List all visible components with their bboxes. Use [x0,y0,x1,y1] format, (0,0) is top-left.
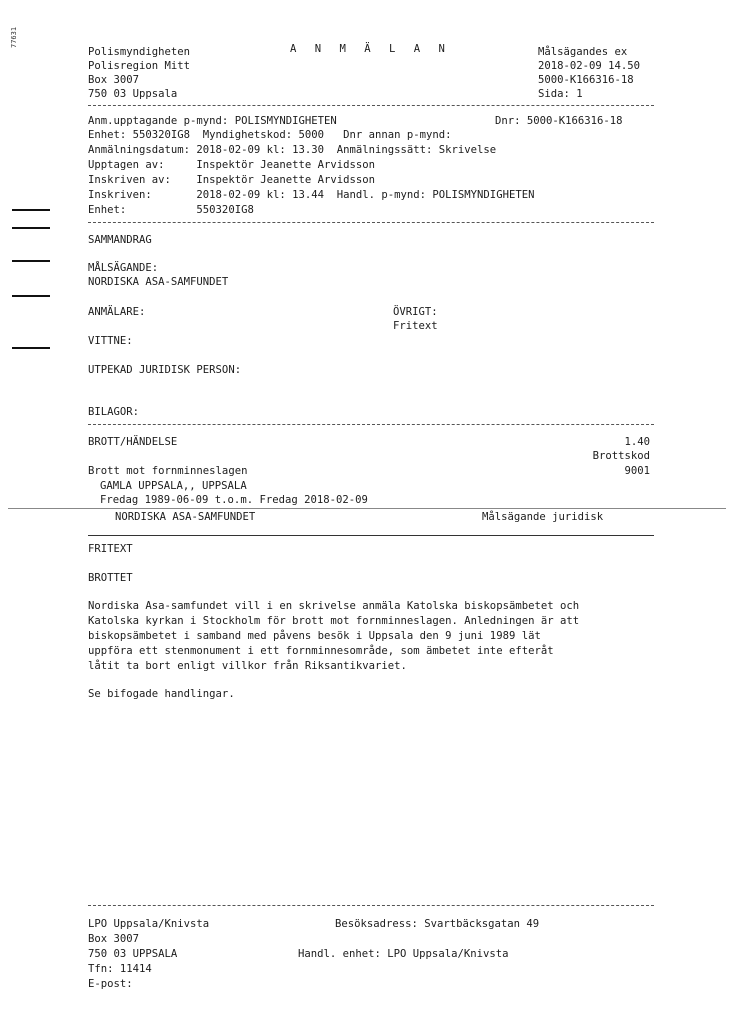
freetext-closing: Se bifogade handlingar. [88,688,235,700]
footer-unit: LPO Uppsala/Knivsta [88,918,210,930]
entered-by-line: Inskriven av: Inspektör Jeanette Arvidsson [88,174,376,186]
footer-handling-unit: Handl. enhet: LPO Uppsala/Knivsta [298,948,509,960]
crime-code-label: Brottskod [592,450,650,462]
crime-location: GAMLA UPPSALA,, UPPSALA [100,480,247,492]
freetext-line: Katolska kyrkan i Stockholm för brott mot fornminneslagen. Anledningen är att [88,615,580,627]
entry-unit-line: Enhet: 550320IG8 [88,204,254,216]
document-title: A N M Ä L A N [290,43,451,55]
freetext-line: Nordiska Asa-samfundet vill i en skrivelse anmäla Katolska biskopsämbetet och [88,600,580,612]
other-value: Fritext [393,320,438,332]
authority-name: Polismyndigheten [88,46,191,58]
divider [88,905,654,906]
archive-stamp: 77631 [10,26,18,48]
legal-person-label: UTPEKAD JURIDISK PERSON: [88,364,242,376]
divider [88,222,654,223]
freetext-line: uppföra ett stenmonument i ett fornminnesområde, som ämbetet inte efteråt [88,645,554,657]
crime-period: Fredag 1989-06-09 t.o.m. Fredag 2018-02-09 [100,494,368,506]
freetext-line: låtit ta bort enligt villkor från Riksantikvariet. [88,660,407,672]
copy-type: Målsägandes ex [538,46,628,58]
crime-party: NORDISKA ASA-SAMFUNDET [115,511,256,523]
binder-mark [12,209,50,211]
crime-description: Brott mot fornminneslagen [88,465,248,477]
footer-postal: 750 03 UPPSALA [88,948,178,960]
binder-mark [12,347,50,349]
authority-postal: 750 03 Uppsala [88,88,178,100]
authority-box: Box 3007 [88,74,140,86]
divider [88,535,654,536]
taken-by-line: Upptagen av: Inspektör Jeanette Arvidsson [88,159,376,171]
plaintiff-label: MÅLSÄGANDE: [88,262,159,274]
binder-mark [12,227,50,229]
registering-authority: Anm.upptagande p-mynd: POLISMYNDIGHETEN [88,115,337,127]
case-number: 5000-K166316-18 [538,74,634,86]
unit-line: Enhet: 550320IG8 Myndighetskod: 5000 Dnr annan p-mynd: [88,129,452,141]
freetext-subheading: BROTTET [88,572,133,584]
witness-label: VITTNE: [88,335,133,347]
plaintiff-value: NORDISKA ASA-SAMFUNDET [88,276,229,288]
divider [88,105,654,106]
freetext-line: biskopsämbetet i samband med påvens besök i Uppsala den 9 juni 1989 lät [88,630,541,642]
crime-number: 1.40 [624,436,650,448]
freetext-heading: FRITEXT [88,543,133,555]
page-number: Sida: 1 [538,88,583,100]
footer-email: E-post: [88,978,133,990]
scan-line [8,508,726,509]
divider [88,424,654,425]
crime-heading: BROTT/HÄNDELSE [88,436,178,448]
diary-number: Dnr: 5000-K166316-18 [495,115,623,127]
crime-code: 9001 [624,465,650,477]
entered-line: Inskriven: 2018-02-09 kl: 13.44 Handl. p-mynd: POLISMYNDIGHETEN [88,189,535,201]
other-label: ÖVRIGT: [393,306,438,318]
summary-heading: SAMMANDRAG [88,234,152,246]
crime-party-role: Målsägande juridisk [482,511,604,523]
binder-mark [12,260,50,262]
attachments-label: BILAGOR: [88,406,140,418]
footer-phone: Tfn: 11414 [88,963,152,975]
reporter-label: ANMÄLARE: [88,306,146,318]
region-name: Polisregion Mitt [88,60,191,72]
report-date-line: Anmälningsdatum: 2018-02-09 kl: 13.30 Anmälningssätt: Skrivelse [88,144,497,156]
footer-box: Box 3007 [88,933,140,945]
printed-timestamp: 2018-02-09 14.50 [538,60,641,72]
footer-visit-address: Besöksadress: Svartbäcksgatan 49 [335,918,540,930]
binder-mark [12,295,50,297]
